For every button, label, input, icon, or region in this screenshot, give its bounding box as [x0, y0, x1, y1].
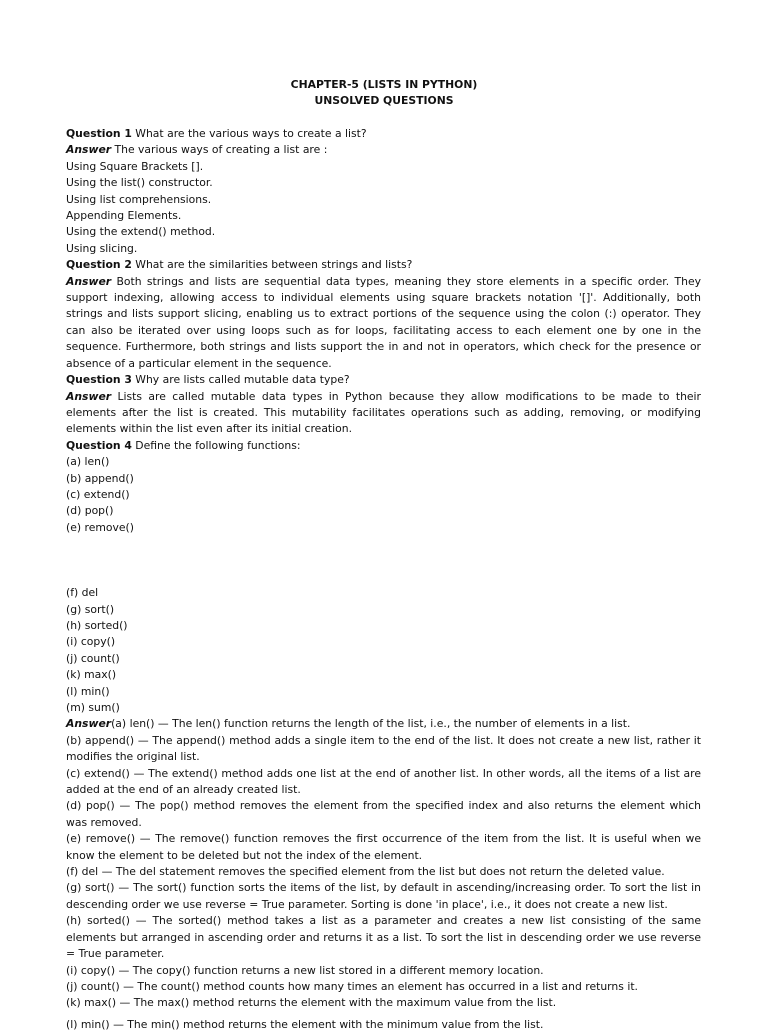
question-text: What are the similarities between strings and lists? [131, 258, 413, 272]
list-item: Appending Elements. [66, 209, 182, 223]
function-item: (h) sorted() [66, 618, 128, 632]
answer-4-b: (b) append() — The append() method adds a single item to the end of the list. It does not create a new list, rather it modifies the original list. [66, 733, 701, 764]
question-label: Question 1 [66, 127, 132, 140]
answer-4-g: (g) sort() — The sort() function sorts the items of the list, by default in ascending/increasing order. To sort the list in descending order we use reverse = True parameter. Sorting is done 'in place', i.e., it does not create a new list. [66, 881, 701, 911]
question-4 [66, 438, 701, 454]
function-item: (f) del [66, 586, 99, 600]
answer-4-f: (f) del — The del statement removes the specified element from the list but does not return the deleted value. [66, 865, 665, 879]
answer-4-d: (d) pop() — The pop() method removes the element from the specified index and also returns the element which was removed. [66, 799, 701, 829]
question-label: Question 4 [66, 438, 132, 452]
answer-text: The various ways of creating a list are : [111, 143, 328, 157]
list-item: Using list comprehensions. [66, 192, 212, 206]
function-item: (b) append() [66, 471, 134, 485]
function-item: (g) sort() [66, 602, 115, 616]
answer-label: Answer [66, 143, 112, 157]
function-item: (k) max() [66, 668, 117, 682]
answer-4-k: (k) max() — The max() method returns the element with the maximum value from the list. [66, 996, 557, 1010]
function-item: (c) extend() [66, 487, 130, 501]
function-item: (d) pop() [66, 504, 114, 518]
list-item: Using the list() constructor. [66, 176, 213, 190]
list-item: Using slicing. [66, 241, 138, 255]
function-item: (i) copy() [66, 635, 116, 649]
answer-label: Answer [66, 274, 112, 288]
question-text: Define the following functions: [131, 438, 301, 452]
answer-text: Lists are called mutable data types in Python because they allow modifications to be made to their elements after the list is created. This mutability facilitates operations such as adding, removing, or modifying elements within the list even after its initial creation. [66, 389, 701, 436]
answer-label: Answer [66, 389, 112, 403]
question-label: Question 2 [66, 258, 132, 272]
answer-3 [66, 389, 701, 438]
document-body [66, 126, 701, 1012]
answer-4-e: (e) remove() — The remove() function removes the first occurrence of the item from the list. It is useful when we know the element to be deleted but not the index of the element. [66, 832, 701, 862]
answer-2 [66, 274, 701, 372]
question-3 [66, 372, 701, 388]
function-item: (m) sum() [66, 701, 120, 714]
question-text: What are the various ways to create a list? [131, 127, 367, 140]
answer-1-intro [66, 142, 701, 158]
question-1 [66, 126, 701, 142]
page-gap [66, 536, 701, 585]
answer-4-h: (h) sorted() — The sorted() method takes a list as a parameter and creates a new list consisting of the same elements but arranged in ascending order and returns it as a list. To sort the list in descending order we use reverse = True parameter. [66, 914, 701, 961]
answer-4-i: (i) copy() — The copy() function returns a new list stored in a different memory location. [66, 963, 544, 977]
question-2 [66, 257, 701, 273]
answer-label: Answer [66, 717, 112, 731]
answer-4-a [66, 716, 701, 732]
answer-text: (a) len() — The len() function returns the length of the list, i.e., the number of elements in a list. [111, 717, 631, 731]
answer-4-l-clipped: (l) min() — The min() method returns the element with the minimum value from the list. [66, 1018, 544, 1031]
function-item: (j) count() [66, 651, 120, 665]
chapter-title: CHAPTER-5 (LISTS IN PYTHON) [290, 78, 478, 91]
function-item: (e) remove() [66, 520, 134, 534]
question-label: Question 3 [66, 373, 132, 387]
list-item: Using Square Brackets []. [66, 159, 204, 173]
question-text: Why are lists called mutable data type? [131, 373, 350, 387]
answer-4-c: (c) extend() — The extend() method adds one list at the end of another list. In other words, all the items of a list are added at the end of an already created list. [66, 766, 701, 797]
answer-4-j: (j) count() — The count() method counts how many times an element has occurred in a list and returns it. [66, 979, 638, 993]
answer-text: Both strings and lists are sequential data types, meaning they store elements in a specific order. They support indexing, allowing access to individual elements using square brackets notation '[]'. Additionally, both strings and lists support slicing, enabling us to extract portions of the sequence using the colon (:) operator. They can also be iterated over using loops such as for loops, facilitating access to each element one by one in the sequence. Furthermore, both strings and lists support the in and not in operators, which check for the presence or absence of a particular element in the sequence. [66, 274, 701, 370]
function-item: (l) min() [66, 684, 110, 698]
section-subtitle: UNSOLVED QUESTIONS [314, 94, 454, 107]
function-item: (a) len() [66, 455, 110, 469]
list-item: Using the extend() method. [66, 225, 216, 239]
